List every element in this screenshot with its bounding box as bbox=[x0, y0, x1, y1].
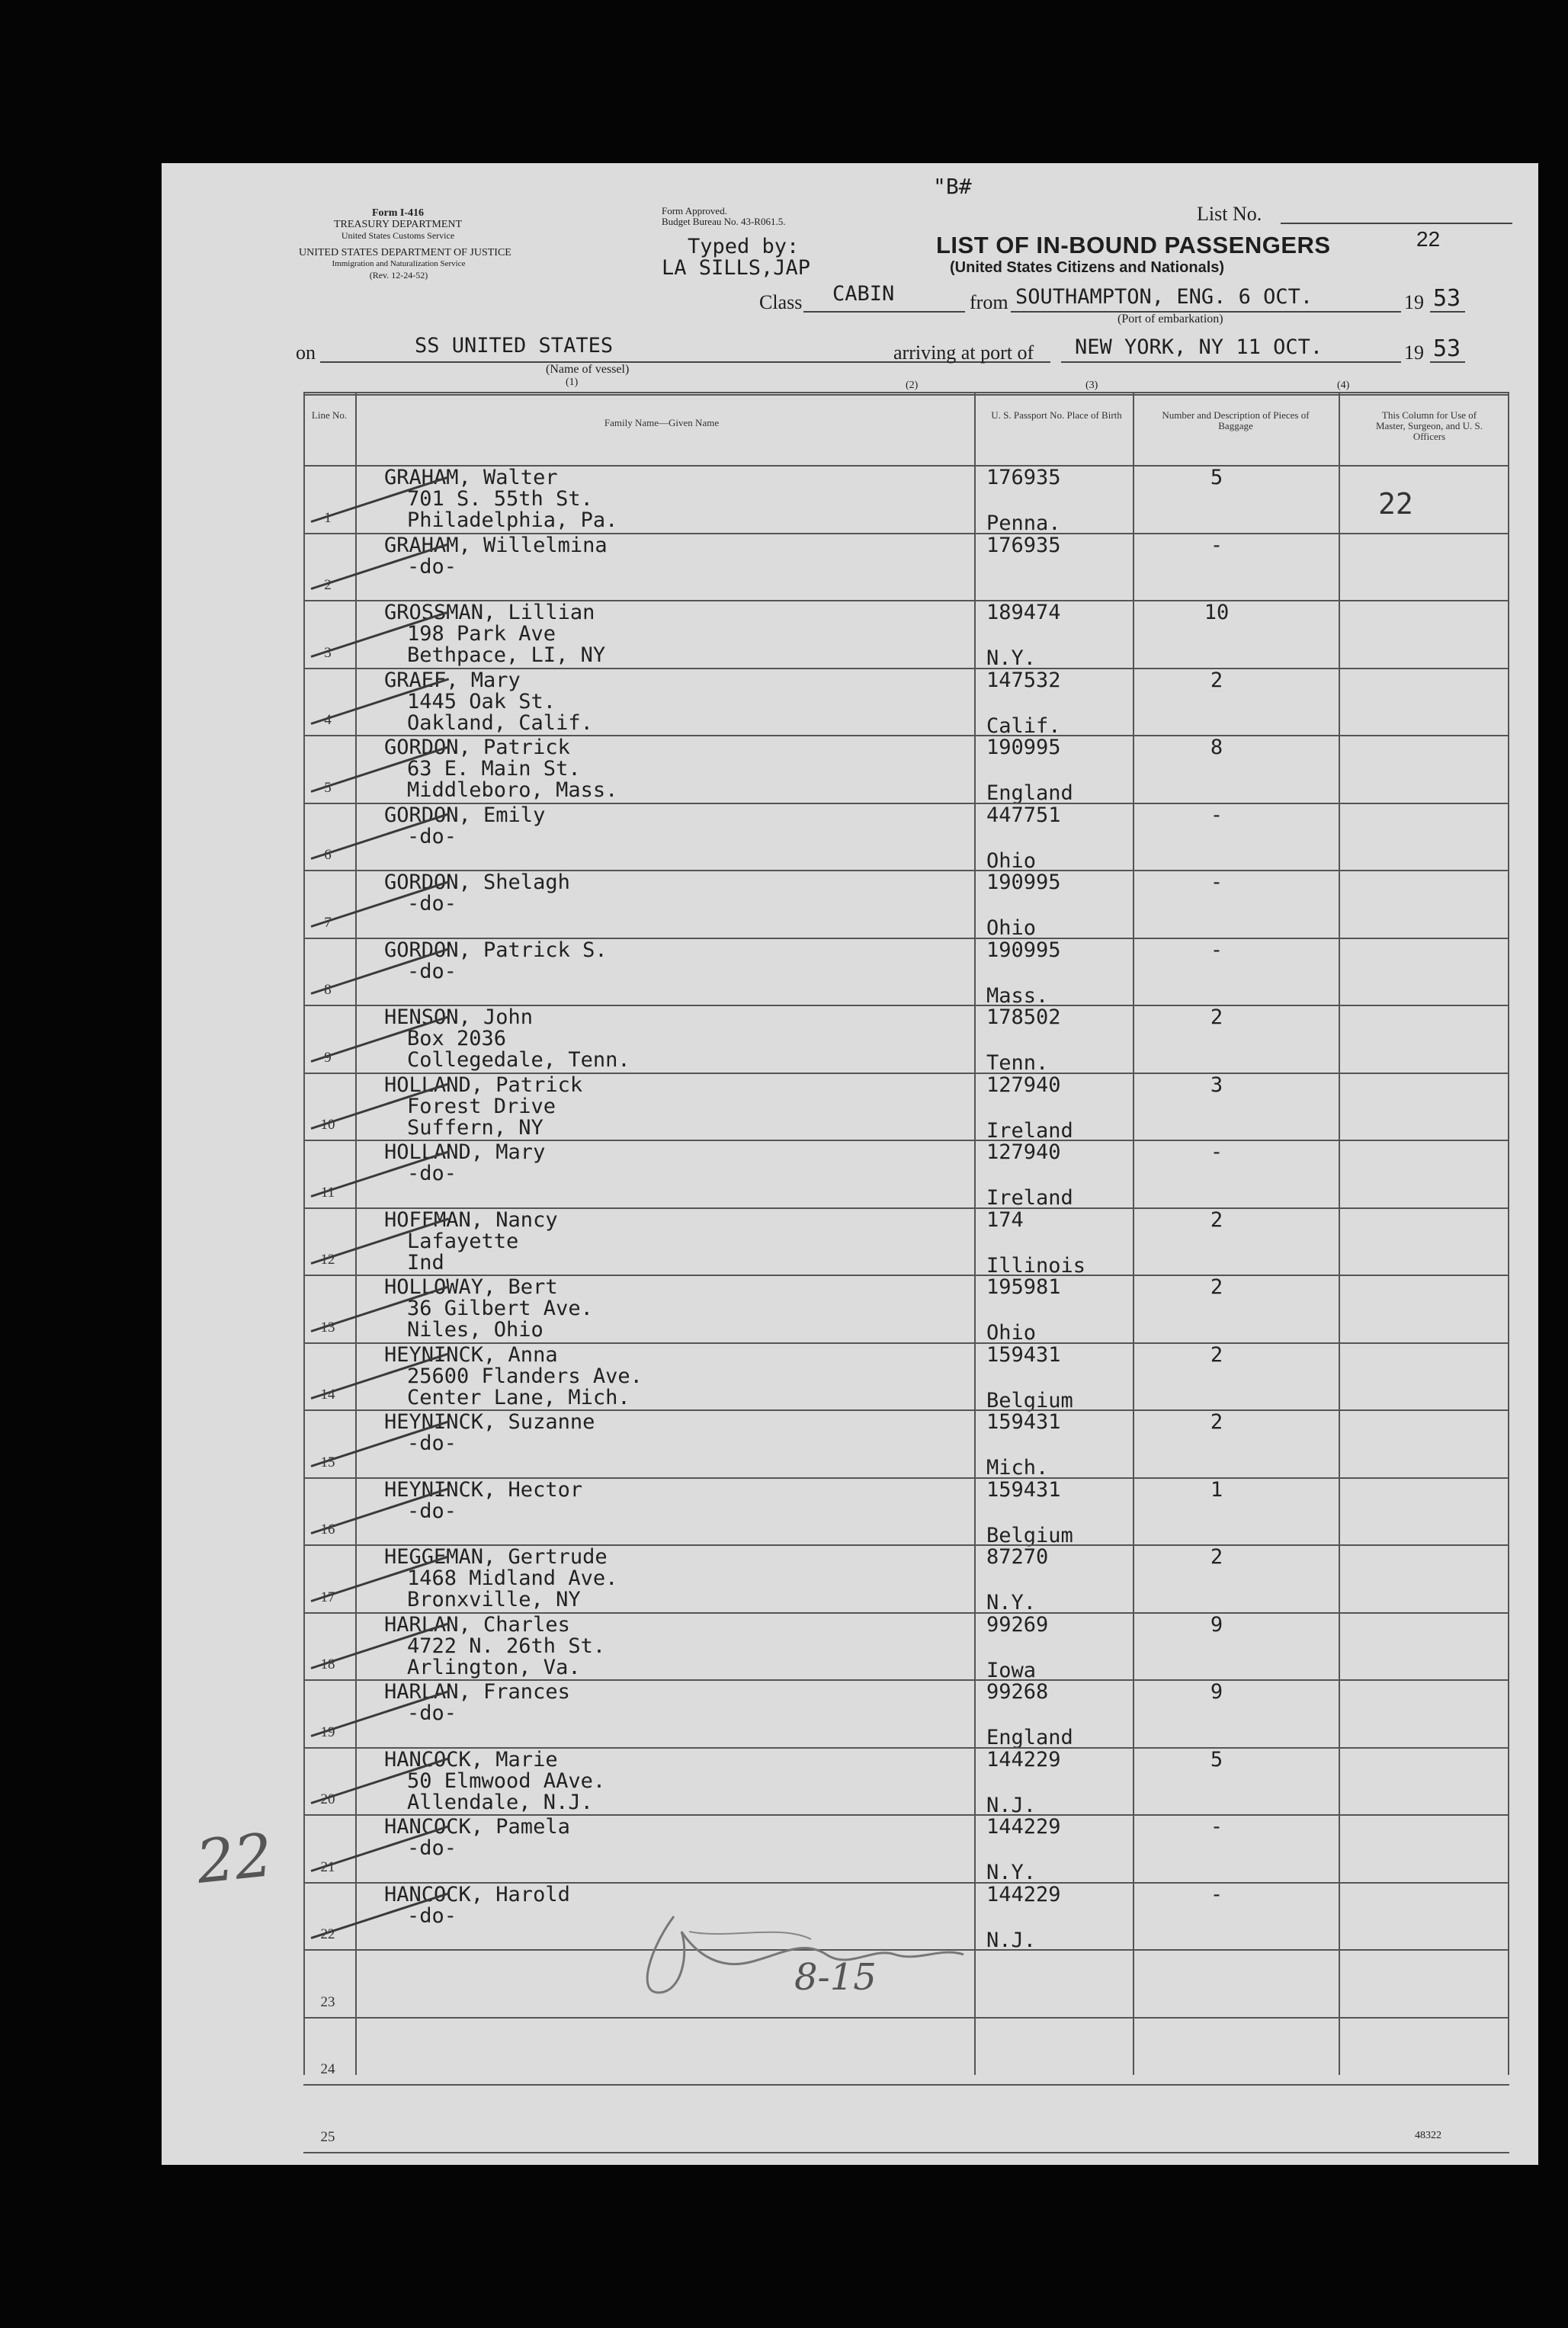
table-row bbox=[303, 1544, 1509, 1615]
passport-number: 189474 bbox=[986, 601, 1061, 624]
table-row bbox=[303, 735, 1509, 803]
embarkation-value: SOUTHAMPTON, ENG. 6 OCT. bbox=[1015, 285, 1313, 309]
passenger-name: HARLAN, Charles bbox=[384, 1612, 570, 1637]
table-row bbox=[303, 668, 1509, 736]
baggage-count: - bbox=[1210, 871, 1223, 894]
address-line1: Forest Drive bbox=[407, 1094, 556, 1118]
from-label: from bbox=[970, 291, 1008, 313]
signature-sub-handwritten: 8-15 bbox=[794, 1956, 877, 1999]
baggage-count: 1 bbox=[1210, 1477, 1223, 1502]
address-line1: 50 Elmwood AAve. bbox=[407, 1768, 606, 1793]
address-line2: Oakland, Calif. bbox=[407, 710, 593, 735]
line-number: 25 bbox=[320, 2128, 335, 2145]
address-line1: -do- bbox=[407, 892, 457, 915]
table-row bbox=[303, 465, 1509, 533]
passport-number: 159431 bbox=[986, 1410, 1061, 1434]
place-of-birth: Ohio bbox=[986, 1321, 1037, 1345]
header-name: Family Name—Given Name bbox=[604, 417, 720, 428]
arrival-year-prefix: 19 bbox=[1404, 342, 1424, 364]
class-value: CABIN bbox=[832, 282, 895, 306]
table-row bbox=[303, 870, 1509, 938]
passport-number: 176935 bbox=[986, 533, 1061, 557]
baggage-count: - bbox=[1210, 803, 1223, 827]
line-number: 8 bbox=[324, 982, 332, 998]
passport-number: 195981 bbox=[986, 1275, 1061, 1299]
on-label: on bbox=[296, 342, 316, 364]
passport-number: 144229 bbox=[986, 1882, 1061, 1906]
address-line2: Ind bbox=[407, 1250, 444, 1275]
list-no-value: 22 bbox=[1416, 227, 1441, 251]
passenger-name: GORDON, Emily bbox=[384, 803, 546, 827]
passport-number: 176935 bbox=[986, 466, 1061, 489]
passport-number: 190995 bbox=[986, 736, 1061, 759]
place-of-birth: N.J. bbox=[986, 1928, 1037, 1952]
place-of-birth: Ohio bbox=[986, 848, 1037, 873]
passenger-name: GROSSMAN, Lillian bbox=[384, 601, 595, 624]
table-bottom-rule bbox=[303, 2152, 1509, 2153]
dept-immigration: Immigration and Naturalization Service bbox=[332, 259, 466, 268]
passport-number: 127940 bbox=[986, 1140, 1061, 1164]
passport-number: 144229 bbox=[986, 1815, 1061, 1839]
vessel-caption: (Name of vessel) bbox=[546, 363, 630, 376]
address-line1: -do- bbox=[407, 554, 457, 579]
line-number: 22 bbox=[320, 1926, 335, 1942]
table-row bbox=[303, 803, 1509, 871]
baggage-count: - bbox=[1210, 1140, 1223, 1164]
address-line1: Lafayette bbox=[407, 1229, 519, 1253]
passport-number: 159431 bbox=[986, 1342, 1061, 1367]
passport-number: 159431 bbox=[986, 1477, 1061, 1502]
table-row bbox=[303, 533, 1509, 601]
baggage-count: 8 bbox=[1210, 736, 1223, 759]
passenger-name: HEYNINCK, Suzanne bbox=[384, 1410, 595, 1434]
passenger-name: HANCOCK, Pamela bbox=[384, 1815, 570, 1839]
line-number: 1 bbox=[324, 509, 332, 526]
place-of-birth: Belgium bbox=[986, 1388, 1073, 1413]
passenger-name: GRAHAM, Willelmina bbox=[384, 533, 608, 557]
line-number: 6 bbox=[324, 847, 332, 863]
page-title: LIST OF IN-BOUND PASSENGERS bbox=[936, 232, 1331, 258]
place-of-birth: Belgium bbox=[986, 1523, 1073, 1547]
table-row bbox=[303, 1140, 1509, 1210]
col2-number: (2) bbox=[906, 380, 919, 391]
passport-number: 127940 bbox=[986, 1073, 1061, 1097]
passport-number: 87270 bbox=[986, 1545, 1049, 1569]
line-number: 12 bbox=[320, 1252, 335, 1268]
passport-number: 190995 bbox=[986, 871, 1061, 894]
approval-block bbox=[662, 206, 785, 227]
table-row bbox=[303, 1342, 1509, 1413]
table-row bbox=[303, 1275, 1509, 1345]
col4-number: (4) bbox=[1337, 380, 1350, 391]
line-number: 2 bbox=[324, 577, 332, 593]
header-line-no: Line No. bbox=[311, 409, 348, 421]
embarkation-caption: (Port of embarkation) bbox=[1117, 313, 1223, 325]
passenger-name: HOLLAND, Patrick bbox=[384, 1073, 583, 1097]
table-row bbox=[303, 1005, 1509, 1073]
table-row bbox=[303, 600, 1509, 668]
passport-number: 174 bbox=[986, 1207, 1024, 1232]
address-line1: -do- bbox=[407, 1162, 457, 1185]
place-of-birth: Mich. bbox=[986, 1456, 1049, 1480]
year-prefix: 19 bbox=[1404, 291, 1424, 313]
baggage-count: - bbox=[1210, 533, 1223, 557]
page-subtitle: (United States Citizens and Nationals) bbox=[950, 259, 1225, 276]
footer-form-number: 48322 bbox=[1415, 2130, 1441, 2141]
approval-line1: Form Approved. bbox=[662, 205, 727, 216]
baggage-count: 2 bbox=[1210, 1275, 1223, 1299]
address-line2: Allendale, N.J. bbox=[407, 1790, 593, 1814]
dept-customs: United States Customs Service bbox=[341, 230, 455, 241]
address-line2: Collegedale, Tenn. bbox=[407, 1048, 630, 1072]
line-number: 17 bbox=[320, 1589, 335, 1605]
place-of-birth: Iowa bbox=[986, 1658, 1037, 1682]
baggage-count: 2 bbox=[1210, 1545, 1223, 1569]
passenger-name: HOLLOWAY, Bert bbox=[384, 1275, 558, 1299]
dept-justice: UNITED STATES DEPARTMENT OF JUSTICE bbox=[299, 247, 511, 258]
passport-number: 447751 bbox=[986, 803, 1061, 827]
form-header-justice bbox=[299, 247, 511, 281]
place-of-birth: Ireland bbox=[986, 1186, 1073, 1210]
line-number: 10 bbox=[320, 1117, 335, 1133]
top-mark: "B# bbox=[933, 174, 972, 199]
line-number: 11 bbox=[320, 1184, 335, 1201]
baggage-count: 2 bbox=[1210, 1207, 1223, 1232]
place-of-birth: N.Y. bbox=[986, 1861, 1037, 1884]
address-line1: -do- bbox=[407, 1499, 457, 1523]
passenger-name: GORDON, Patrick bbox=[384, 736, 570, 759]
address-line1: -do- bbox=[407, 1903, 457, 1928]
address-line2: Niles, Ohio bbox=[407, 1318, 544, 1342]
address-line1: 1468 Midland Ave. bbox=[407, 1566, 618, 1590]
passenger-name: HEYNINCK, Anna bbox=[384, 1342, 558, 1367]
table-row bbox=[303, 1679, 1509, 1747]
passenger-name: GORDON, Patrick S. bbox=[384, 938, 608, 962]
passenger-name: HANCOCK, Harold bbox=[384, 1882, 570, 1906]
address-line2: Philadelphia, Pa. bbox=[407, 508, 618, 532]
table-row bbox=[303, 938, 1509, 1008]
header-officers: This Column for Use of Master, Surgeon, and U. S. Officers bbox=[1375, 409, 1483, 442]
address-line1: 701 S. 55th St. bbox=[407, 487, 593, 511]
vessel-col-num: (1) bbox=[566, 377, 579, 388]
address-line1: 4722 N. 26th St. bbox=[407, 1634, 606, 1658]
place-of-birth: N.Y. bbox=[986, 646, 1037, 670]
line-number: 14 bbox=[320, 1387, 335, 1403]
table-row bbox=[303, 1477, 1509, 1545]
baggage-count: 2 bbox=[1210, 1342, 1223, 1367]
place-of-birth: N.J. bbox=[986, 1793, 1037, 1817]
baggage-count: 2 bbox=[1210, 668, 1223, 692]
address-line1: Box 2036 bbox=[407, 1027, 507, 1050]
address-line1: 198 Park Ave bbox=[407, 622, 556, 646]
address-line1: -do- bbox=[407, 1701, 457, 1725]
place-of-birth: England bbox=[986, 1726, 1073, 1749]
table-row bbox=[303, 1409, 1509, 1480]
margin-count-handwritten: 22 bbox=[193, 1821, 276, 1897]
line-number: 7 bbox=[324, 914, 332, 931]
header-baggage: Number and Description of Pieces of Baggage bbox=[1162, 409, 1310, 431]
year-value: 53 bbox=[1433, 285, 1461, 312]
passenger-name: HEGGEMAN, Gertrude bbox=[384, 1545, 608, 1569]
address-line1: 63 E. Main St. bbox=[407, 757, 581, 781]
passenger-name: HANCOCK, Marie bbox=[384, 1747, 558, 1772]
table-row bbox=[303, 1747, 1509, 1815]
baggage-count: - bbox=[1210, 1815, 1223, 1839]
row-divider bbox=[303, 2084, 1509, 2086]
place-of-birth: Ohio bbox=[986, 916, 1037, 940]
place-of-birth: Penna. bbox=[986, 511, 1061, 535]
line-number: 18 bbox=[320, 1656, 335, 1672]
header-passport: U. S. Passport No. Place of Birth bbox=[991, 409, 1122, 421]
officer-note: 22 bbox=[1378, 487, 1413, 521]
address-line1: -do- bbox=[407, 1432, 457, 1455]
passenger-name: HEYNINCK, Hector bbox=[384, 1477, 583, 1502]
line-number: 5 bbox=[324, 779, 332, 796]
arrival-port: NEW YORK, NY 11 OCT. bbox=[1075, 335, 1323, 359]
arriving-label: arriving at port of bbox=[893, 342, 1034, 364]
baggage-count: 5 bbox=[1210, 466, 1223, 489]
place-of-birth: Calif. bbox=[986, 713, 1061, 738]
baggage-count: 2 bbox=[1210, 1005, 1223, 1029]
form-revision: (Rev. 12-24-52) bbox=[369, 270, 428, 281]
address-line2: Suffern, NY bbox=[407, 1115, 544, 1140]
typed-by-label: Typed by: bbox=[688, 235, 800, 258]
address-line1: -do- bbox=[407, 959, 457, 983]
manifest-sheet bbox=[162, 163, 1538, 2165]
row-divider bbox=[303, 2017, 1509, 2019]
address-line2: Middleboro, Mass. bbox=[407, 778, 618, 802]
place-of-birth: Mass. bbox=[986, 983, 1049, 1008]
approval-line2: Budget Bureau No. 43-R061.5. bbox=[662, 216, 786, 227]
address-line2: Arlington, Va. bbox=[407, 1655, 581, 1679]
baggage-count: - bbox=[1210, 1882, 1223, 1906]
passenger-name: GORDON, Shelagh bbox=[384, 871, 570, 894]
typed-by-value: LA SILLS,JAP bbox=[662, 256, 811, 280]
passenger-name: HOFFMAN, Nancy bbox=[384, 1207, 558, 1232]
form-number: Form I-416 bbox=[371, 207, 425, 219]
line-number: 21 bbox=[320, 1858, 335, 1875]
passport-number: 147532 bbox=[986, 668, 1061, 692]
line-number: 13 bbox=[320, 1319, 335, 1336]
arrival-year: 53 bbox=[1433, 335, 1461, 362]
passenger-name: GRAEF, Mary bbox=[384, 668, 521, 692]
line-number: 24 bbox=[320, 2061, 335, 2077]
list-no-label: List No. bbox=[1197, 203, 1262, 225]
place-of-birth: N.Y. bbox=[986, 1591, 1037, 1615]
baggage-count: 9 bbox=[1210, 1612, 1223, 1637]
table-row bbox=[303, 1814, 1509, 1882]
table-row bbox=[303, 2017, 1509, 2085]
passenger-name: HARLAN, Frances bbox=[384, 1680, 570, 1704]
passport-number: 99269 bbox=[986, 1612, 1049, 1637]
address-line1: 1445 Oak St. bbox=[407, 689, 556, 713]
table-row bbox=[303, 1612, 1509, 1680]
place-of-birth: Tenn. bbox=[986, 1051, 1049, 1075]
baggage-count: 2 bbox=[1210, 1410, 1223, 1434]
passport-number: 190995 bbox=[986, 938, 1061, 962]
passenger-name: GRAHAM, Walter bbox=[384, 466, 558, 489]
class-label: Class bbox=[759, 291, 803, 313]
baggage-count: 9 bbox=[1210, 1680, 1223, 1704]
table-row bbox=[303, 2084, 1509, 2152]
line-number: 3 bbox=[324, 644, 332, 661]
line-number: 15 bbox=[320, 1454, 335, 1470]
line-number: 23 bbox=[320, 1993, 335, 2010]
address-line1: 36 Gilbert Ave. bbox=[407, 1297, 593, 1320]
address-line2: Center Lane, Mich. bbox=[407, 1385, 630, 1409]
form-header-left bbox=[299, 207, 497, 242]
vessel-name: SS UNITED STATES bbox=[415, 334, 614, 358]
table-row bbox=[303, 1207, 1509, 1278]
address-line1: -do- bbox=[407, 1836, 457, 1860]
baggage-count: - bbox=[1210, 938, 1223, 962]
address-line1: 25600 Flanders Ave. bbox=[407, 1364, 643, 1388]
dept-treasury: TREASURY DEPARTMENT bbox=[333, 219, 463, 230]
address-line2: Bethpace, LI, NY bbox=[407, 643, 606, 667]
place-of-birth: England bbox=[986, 781, 1073, 805]
passenger-name: HOLLAND, Mary bbox=[384, 1140, 546, 1164]
place-of-birth: Illinois bbox=[986, 1253, 1086, 1278]
table-row bbox=[303, 1073, 1509, 1143]
line-number: 16 bbox=[320, 1522, 335, 1538]
col3-number: (3) bbox=[1085, 380, 1098, 391]
passenger-name: HENSON, John bbox=[384, 1005, 534, 1029]
place-of-birth: Ireland bbox=[986, 1118, 1073, 1143]
baggage-count: 5 bbox=[1210, 1747, 1223, 1772]
address-line1: -do- bbox=[407, 824, 457, 848]
baggage-count: 3 bbox=[1210, 1073, 1223, 1097]
line-number: 4 bbox=[324, 712, 332, 728]
passport-number: 99268 bbox=[986, 1680, 1049, 1704]
baggage-count: 10 bbox=[1204, 601, 1230, 624]
passport-number: 144229 bbox=[986, 1747, 1061, 1772]
line-number: 9 bbox=[324, 1049, 332, 1066]
passport-number: 178502 bbox=[986, 1005, 1061, 1029]
line-number: 19 bbox=[320, 1724, 335, 1740]
line-number: 20 bbox=[320, 1791, 335, 1807]
address-line2: Bronxville, NY bbox=[407, 1588, 581, 1611]
